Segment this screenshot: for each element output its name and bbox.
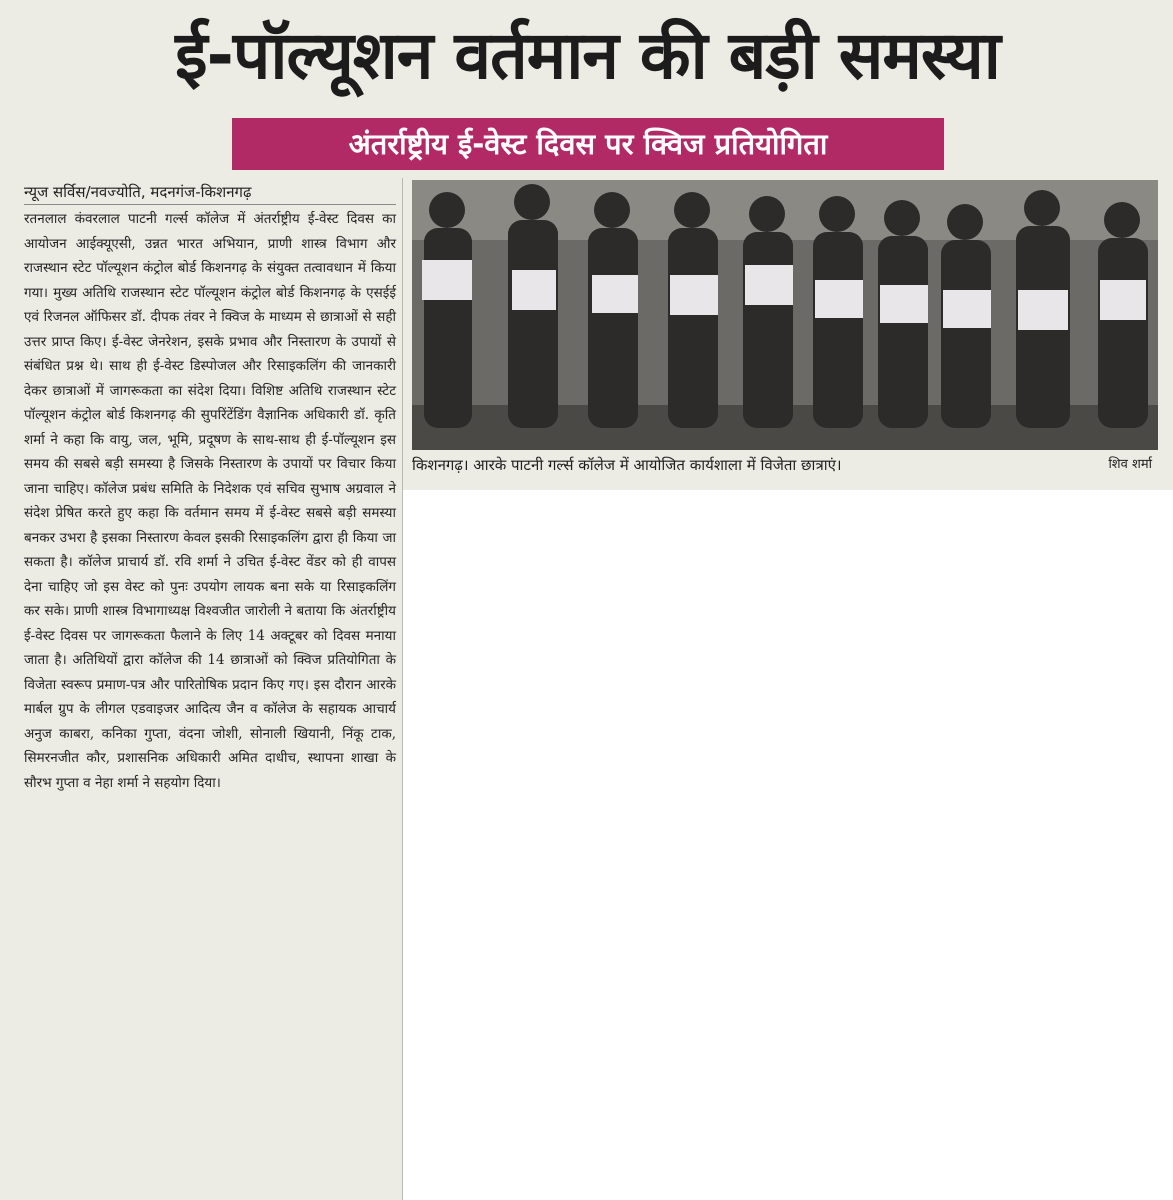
group-photo-illustration (412, 180, 1158, 450)
column-divider (402, 178, 403, 1200)
subheadline-banner: अंतर्राष्ट्रीय ई-वेस्ट दिवस पर क्विज प्रतियोगिता (232, 118, 944, 170)
article-body: रतनलाल कंवरलाल पाटनी गर्ल्स कॉलेज में अंतर्राष्ट्रीय ई-वेस्ट दिवस का आयोजन आईक्यूएसी, उन्नत भारत अभियान, प्राणी शास्त्र विभाग और राजस्थान स्टेट पॉल्यूशन कंट्रोल बोर्ड किशनगढ़ के संयुक्त तत्वावधान में किया गया। मुख्य अतिथि राजस्थान स्टेट पॉल्यूशन कंट्रोल बोर्ड किशनगढ़ के एसईई एवं रिजनल ऑफिसर डॉ. दीपक तंवर ने क्विज के माध्यम से छात्राओं से सही उत्तर प्राप्त किए। ई-वेस्ट जेनरेशन, इसके प्रभाव और निस्तारण के उपायों से संबंधित प्रश्न थे। साथ ही ई-वेस्ट डिस्पोजल और रिसाइकलिंग की जानकारी देकर छात्राओं में जागरूकता का संदेश दिया। विशिष्ट अतिथि राजस्थान स्टेट पॉल्यूशन कंट्रोल बोर्ड किशनगढ़ की सुपरिंटेंडिंग वैज्ञानिक अधिकारी डॉ. कृति शर्मा ने कहा कि वायु, जल, भूमि, प्रदूषण के साथ-साथ ही ई-पॉल्यूशन इस समय की सबसे बड़ी समस्या है जिसके निस्तारण के उपायों पर विचार किया जाना चाहिए। कॉलेज प्रबंध समिति के निदेशक एवं सचिव सुभाष अग्रवाल ने संदेश प्रेषित करते हुए कहा कि वर्तमान समय में ई-वेस्ट सबसे बड़ी समस्या बनकर उभरा है इसका निस्तारण केवल इसकी रिसाइकलिंग द्वारा ही किया जा सकता है। कॉलेज प्राचार्य डॉ. रवि शर्मा ने उचित ई-वेस्ट वेंडर को ही वापस देना चाहिए जो इस वेस्ट को पुनः उपयोग लायक बना सके या रिसाइकलिंग कर सके। प्राणी शास्त्र विभागाध्यक्ष विश्वजीत जारोली ने बताया कि अंतर्राष्ट्रीय ई-वेस्ट दिवस पर जागरूकता फैलाने के लिए 14 अक्टूबर को दिवस मनाया जाता है। अतिथियों द्वारा कॉलेज की 14 छात्राओं को क्विज प्रतियोगिता के विजेता स्वरूप प्रमाण-पत्र और पारितोषिक प्रदान किए गए। इस दौरान आरके मार्बल ग्रुप के लीगल एडवाइजर आदित्य जैन व कॉलेज के सहायक आचार्य अनुज काबरा, कनिका गुप्ता, वंदना जोशी, सोनाली खियानी, निंकू टाक, सिमरनजीत कौर, प्रशासनिक अधिकारी अमित दाधीच, स्थापना शाखा के सौरभ गुप्ता व नेहा शर्मा ने सहयोग दिया। (24, 211, 396, 791)
photo-caption (412, 454, 1158, 476)
caption-text: किशनगढ़। आरके पाटनी गर्ल्स कॉलेज में आयोजित कार्यशाला में विजेता छात्राएं। (412, 456, 842, 474)
dateline: न्यूज सर्विस/नवज्योति, मदनगंज-किशनगढ़ (24, 182, 396, 205)
photo-credit: शिव शर्मा (1108, 457, 1152, 472)
headline: ई-पॉल्यूशन वर्तमान की बड़ी समस्या (175, 17, 1000, 94)
news-photo (412, 180, 1158, 450)
